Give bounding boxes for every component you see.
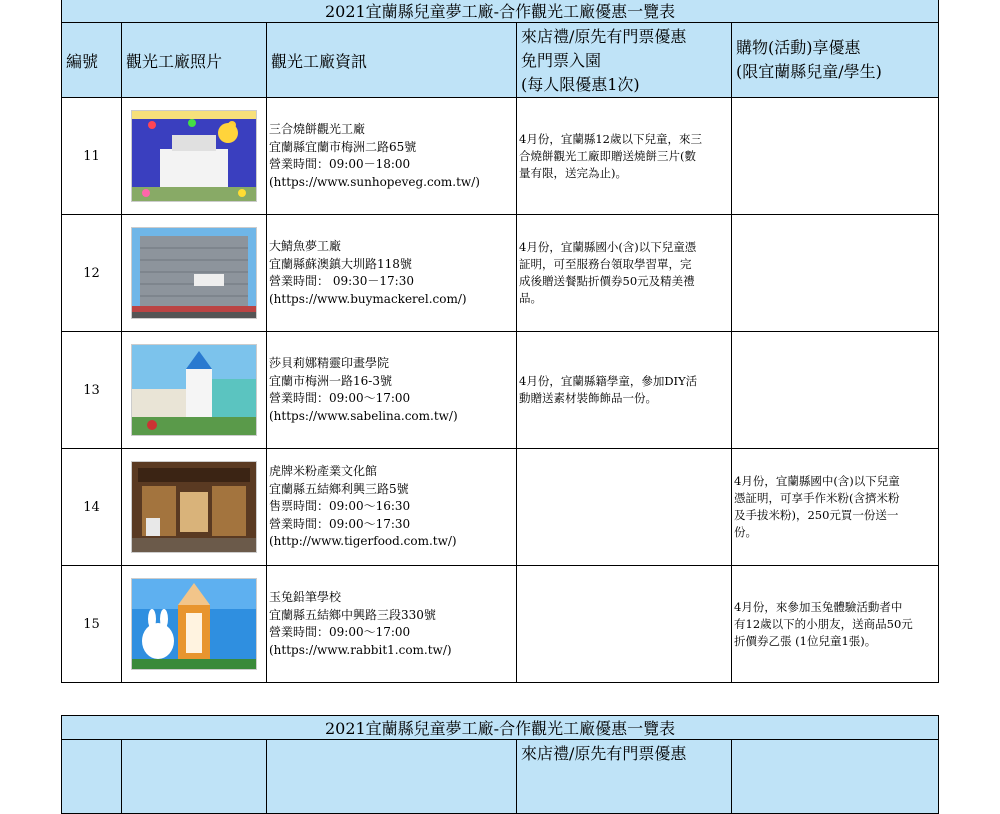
header-offer-b-line: 購物(活動)享優惠	[736, 38, 861, 57]
info-line: 宜蘭縣蘇澳鎮大圳路118號	[269, 256, 412, 271]
info-line: 虎牌米粉產業文化館	[269, 464, 378, 479]
header-offer-b	[732, 23, 939, 98]
header-offer-a	[517, 23, 732, 98]
offer-line: 憑証明，可享手作米粉(含擠米粉	[734, 491, 900, 505]
factory-photo-icon	[131, 461, 257, 553]
info-cell	[267, 332, 517, 449]
info-line: 營業時間：09:00～17:30	[269, 516, 411, 531]
factory-photo-icon	[131, 344, 257, 436]
offer-line: 4月份，宜蘭縣12歲以下兒童，來三	[519, 131, 702, 146]
photo-cell	[122, 98, 267, 215]
offer-a-cell	[517, 449, 732, 566]
offer-line: 合燒餅觀光工廠即贈送燒餅三片(數	[519, 148, 696, 163]
header-info: 觀光工廠資訊	[267, 23, 517, 98]
table-title: 2021宜蘭縣兒童夢工廠-合作觀光工廠優惠一覽表	[62, 0, 939, 23]
offers-table-next-page	[61, 715, 939, 814]
info-cell	[267, 215, 517, 332]
header-offer-a-line: 免門票入園	[521, 51, 602, 70]
photo-cell	[122, 215, 267, 332]
info-line: 大鯖魚夢工廠	[269, 239, 342, 253]
header-number	[62, 740, 122, 814]
header-info	[267, 740, 517, 814]
row-number: 12	[62, 215, 122, 332]
row-number: 14	[62, 449, 122, 566]
offer-b-cell	[732, 98, 939, 215]
offer-line: 份。	[734, 525, 757, 539]
factory-photo-icon	[131, 578, 257, 670]
header-photo: 觀光工廠照片	[122, 23, 267, 98]
factory-photo-icon	[131, 110, 257, 202]
offer-line: 品。	[519, 291, 542, 305]
offer-a-cell	[517, 98, 732, 215]
info-cell	[267, 449, 517, 566]
header-offer-b-line: (限宜蘭縣兒童/學生)	[736, 62, 882, 81]
offer-line: 4月份，來參加玉兔體驗活動者中	[734, 599, 903, 614]
table-row	[62, 449, 939, 566]
info-line: (https://www.sabelina.com.tw/)	[269, 408, 458, 423]
info-line: 玉兔鉛筆學校	[269, 590, 342, 604]
table-row	[62, 566, 939, 683]
info-line: 營業時間： 09:30－17:30	[269, 274, 414, 288]
offer-b-cell	[732, 566, 939, 683]
info-cell	[267, 98, 517, 215]
header-photo	[122, 740, 267, 814]
header-number: 編號	[62, 23, 122, 98]
info-line: 營業時間：09:00～17:00	[269, 391, 411, 405]
offer-line: 折價券乙張 (1位兒童1張)。	[734, 633, 877, 648]
table-title: 2021宜蘭縣兒童夢工廠-合作觀光工廠優惠一覽表	[62, 716, 939, 740]
row-number: 13	[62, 332, 122, 449]
info-line: 宜蘭縣五結鄉中興路三段330號	[269, 607, 436, 622]
offer-line: 4月份，宜蘭縣籍學童，參加DIY活	[519, 374, 698, 388]
table-row	[62, 98, 939, 215]
offer-line: 動贈送素材裝飾飾品一份。	[519, 391, 657, 405]
info-line: 宜蘭縣五結鄉利興三路5號	[269, 481, 409, 496]
table-row	[62, 332, 939, 449]
row-number: 11	[62, 98, 122, 215]
info-line: 宜蘭縣宜蘭市梅洲二路65號	[269, 139, 417, 154]
offer-a-cell	[517, 566, 732, 683]
info-line: 宜蘭市梅洲一路16-3號	[269, 373, 392, 388]
info-line: (https://www.buymackerel.com/)	[269, 291, 467, 306]
offer-line: 4月份，宜蘭縣國中(含)以下兒童	[734, 474, 900, 488]
offer-line: 量有限，送完為止)。	[519, 165, 627, 180]
header-row	[62, 740, 939, 814]
info-line: (https://www.sunhopeveg.com.tw/)	[269, 174, 480, 189]
header-offer-a-line: 來店禮/原先有門票優惠	[521, 744, 687, 763]
info-line: 三合燒餅觀光工廠	[269, 122, 366, 136]
info-line: 莎貝莉娜精靈印畫學院	[269, 356, 390, 370]
offer-b-cell	[732, 215, 939, 332]
offer-a-cell	[517, 215, 732, 332]
header-offer-a-line: (每人限優惠1次)	[521, 75, 640, 94]
factory-photo-icon	[131, 227, 257, 319]
title-row	[62, 0, 939, 23]
info-line: 營業時間：09:00－18:00	[269, 157, 411, 171]
info-line: 售票時間：09:00～16:30	[269, 499, 411, 514]
title-row	[62, 716, 939, 740]
offer-line: 証明，可至服務台領取學習單，完	[519, 257, 692, 271]
offer-b-cell	[732, 449, 939, 566]
info-line: 營業時間：09:00～17:00	[269, 625, 411, 639]
photo-cell	[122, 566, 267, 683]
offer-line: 及手拔米粉)，250元買一份送一	[734, 508, 899, 522]
offers-table	[61, 0, 939, 683]
offer-line: 有12歲以下的小朋友，送商品50元	[734, 616, 913, 631]
header-offer-a-line: 來店禮/原先有門票優惠	[521, 27, 687, 46]
photo-cell	[122, 449, 267, 566]
photo-cell	[122, 332, 267, 449]
info-cell	[267, 566, 517, 683]
info-line: (http://www.tigerfood.com.tw/)	[269, 534, 457, 549]
row-number: 15	[62, 566, 122, 683]
header-offer-a	[517, 740, 732, 814]
offer-line: 4月份，宜蘭縣國小(含)以下兒童憑	[519, 240, 697, 254]
offer-a-cell	[517, 332, 732, 449]
offer-line: 成後贈送餐點折價券50元及精美禮	[519, 274, 695, 288]
offer-b-cell	[732, 332, 939, 449]
table-row	[62, 215, 939, 332]
header-row	[62, 23, 939, 98]
info-line: (https://www.rabbit1.com.tw/)	[269, 642, 452, 657]
header-offer-b	[732, 740, 939, 814]
